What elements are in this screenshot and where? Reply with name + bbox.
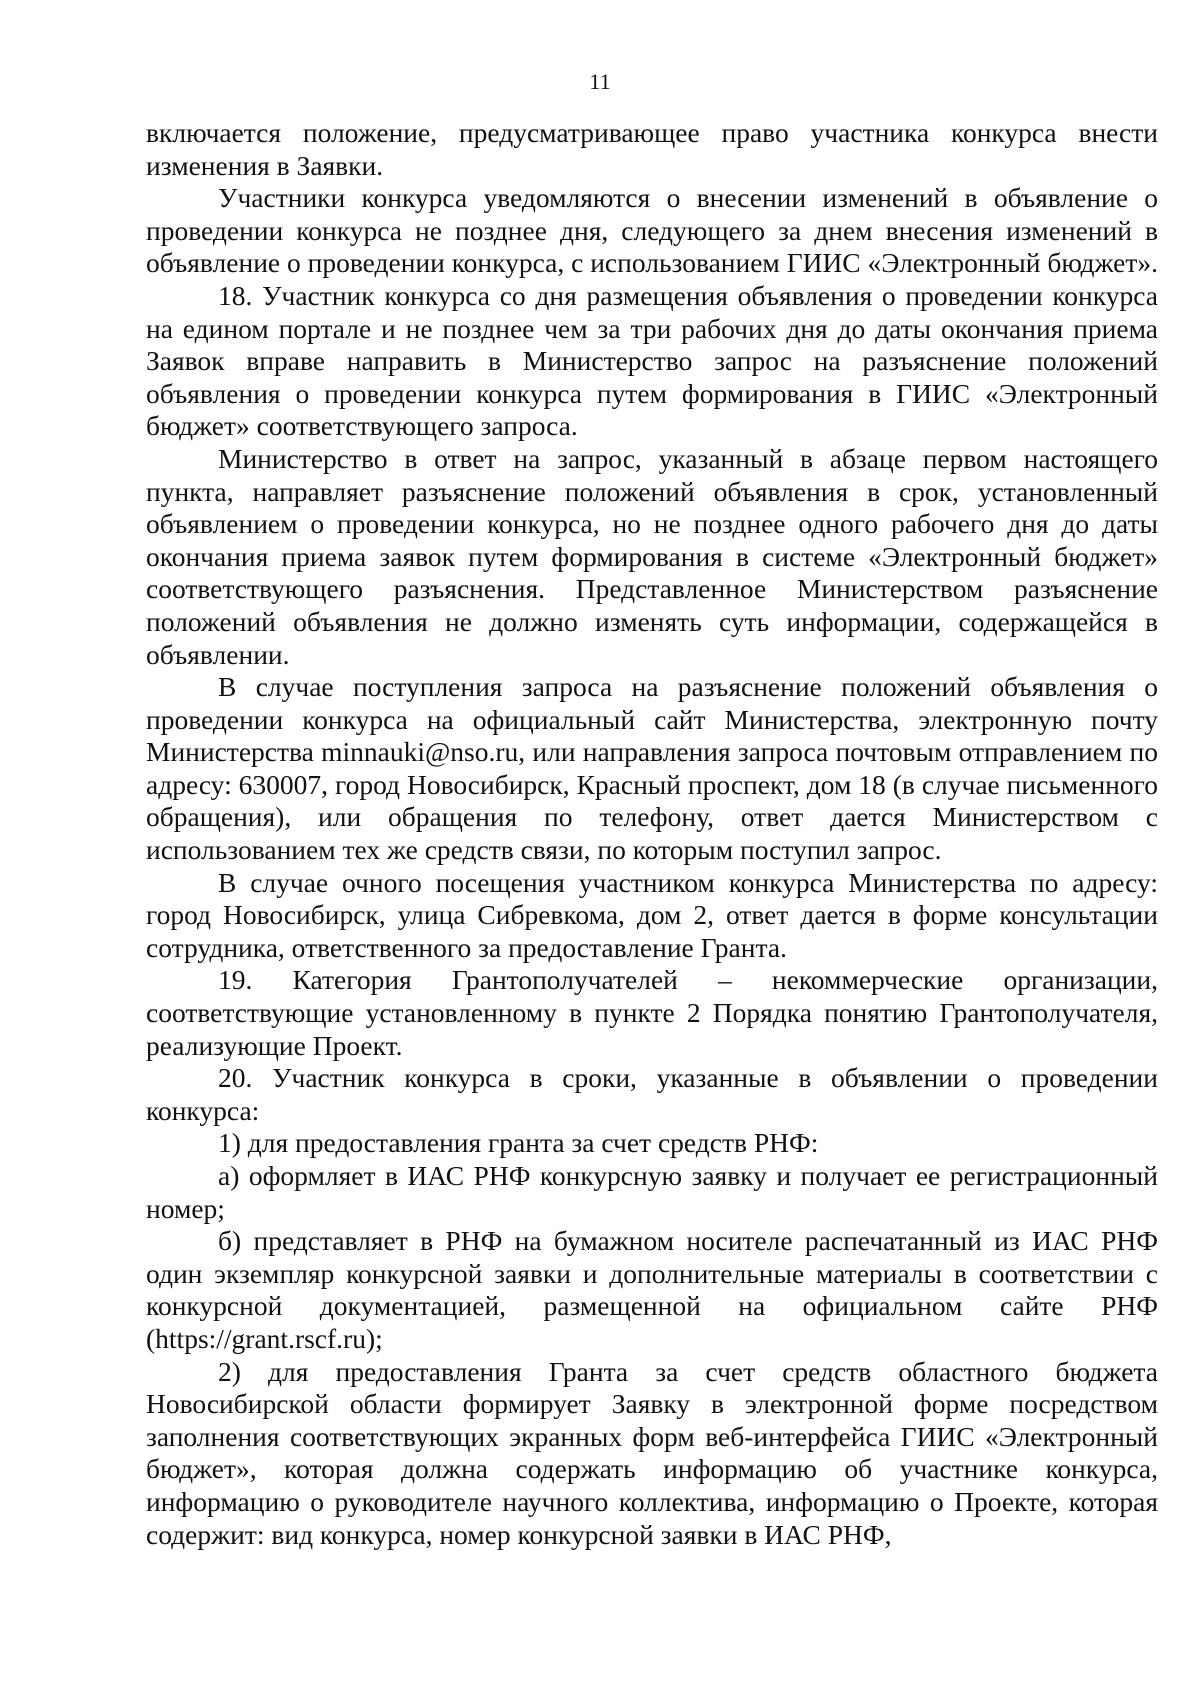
paragraph: а) оформляет в ИАС РНФ конкурсную заявку и получает ее регистрационный номер; bbox=[146, 1160, 1158, 1224]
page-number: 11 bbox=[589, 69, 611, 94]
paragraph: В случае очного посещения участником конкурса Министерства по адресу: город Новосибирск, улица Сибревкома, дом 2, ответ дается в форме консультации сотрудника, ответственного за предоставление Гранта. bbox=[146, 866, 1158, 963]
paragraph: 1) для предоставления гранта за счет средств РНФ: bbox=[218, 1127, 819, 1159]
paragraph: 18. Участник конкурса со дня размещения объявления о проведении конкурса на едином портале и не позднее чем за три рабочих дня до даты окончания приема Заявок вправе направить в Министерство запрос на разъяснение положений объявления о проведении конкурса путем формирования в ГИИС «Электронный бюджет» соответствующего запроса. bbox=[146, 279, 1158, 442]
document-body bbox=[146, 117, 1158, 1551]
paragraph: включается положение, предусматривающее право участника конкурса внести изменения в Заявки. bbox=[146, 117, 1158, 181]
paragraph: В случае поступления запроса на разъяснение положений объявления о проведении конкурса на официальный сайт Министерства, электронную почту Министерства minnauki@nso.ru, или направления запроса почтовым отправлением по адресу: 630007, город Новосибирск, Красный проспект, дом 18 (в случае письменного обращения), или обращения по телефону, ответ дается Министерством с использованием тех же средств связи, по которым поступил запрос. bbox=[146, 671, 1158, 866]
paragraph: 19. Категория Грантополучателей – некоммерческие организации, соответствующие установленному в пункте 2 Порядка понятию Грантополучателя, реализующие Проект. bbox=[146, 964, 1158, 1061]
paragraph: Министерство в ответ на запрос, указанный в абзаце первом настоящего пункта, направляет разъяснение положений объявления в срок, установленный объявлением о проведении конкурса, но не позднее одного рабочего дня до даты окончания приема заявок путем формирования в системе «Электронный бюджет» соответствующего разъяснения. Представленное Министерством разъяснение положений объявления не должно изменять суть информации, содержащейся в объявлении. bbox=[146, 442, 1158, 670]
paragraph: Участники конкурса уведомляются о внесении изменений в объявление о проведении конкурса не позднее дня, следующего за днем внесения изменений в объявление о проведении конкурса, с использованием ГИИС «Электронный бюджет». bbox=[146, 182, 1158, 279]
paragraph: 20. Участник конкурса в сроки, указанные в объявлении о проведении конкурса: bbox=[146, 1062, 1158, 1126]
paragraph: 2) для предоставления Гранта за счет средств областного бюджета Новосибирской области формирует Заявку в электронной форме посредством заполнения соответствующих экранных форм веб-интерфейса ГИИС «Электронный бюджет», которая должна содержать информацию об участнике конкурса, информацию о руководителе научного коллектива, информацию о Проекте, которая содержит: вид конкурса, номер конкурсной заявки в ИАС РНФ, bbox=[146, 1355, 1158, 1550]
paragraph: б) представляет в РНФ на бумажном носителе распечатанный из ИАС РНФ один экземпляр конкурсной заявки и дополнительные материалы в соответствии с конкурсной документацией, размещенной на официальном сайте РНФ (https://grant.rscf.ru); bbox=[146, 1225, 1158, 1354]
